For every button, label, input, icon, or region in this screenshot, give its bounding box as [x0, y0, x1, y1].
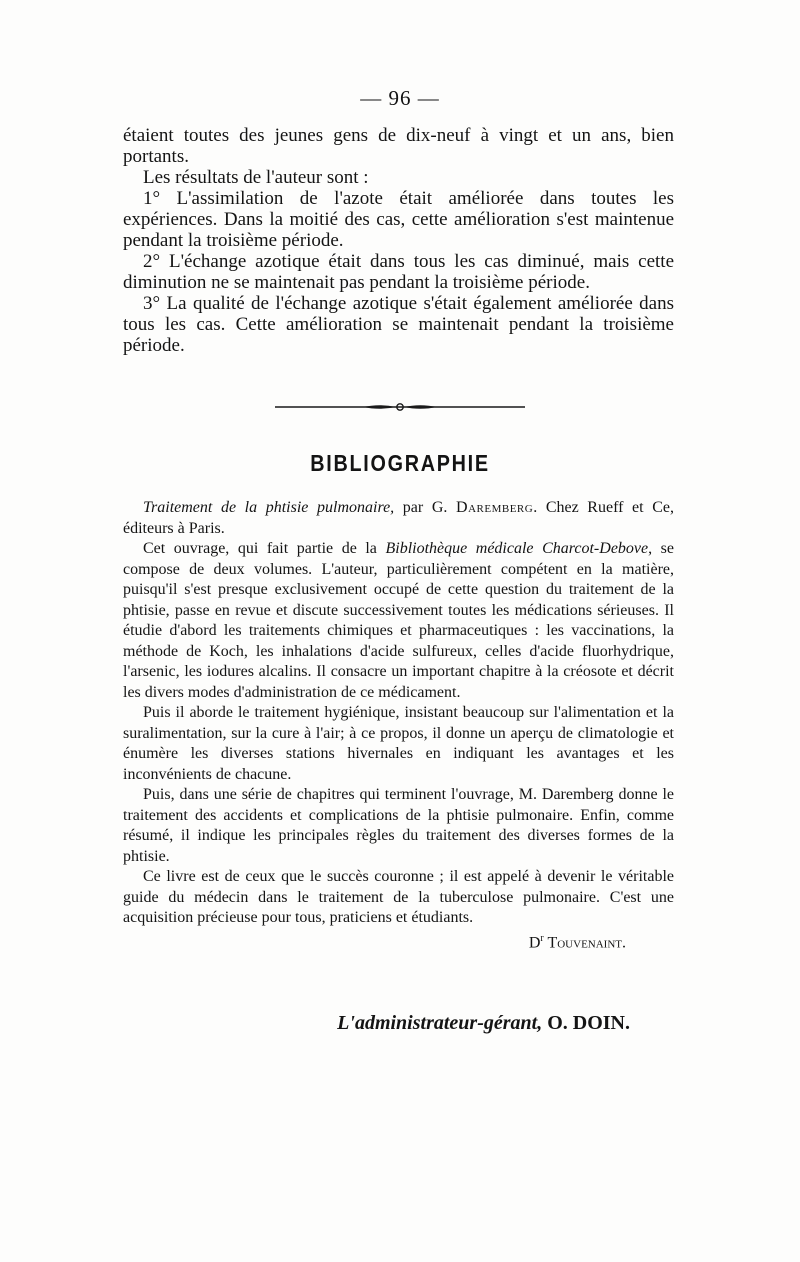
review-paragraph-1 [123, 539, 674, 703]
paragraph-result-1: 1° L'assimilation de l'azote était améliorée dans toutes les expériences. Dans la moitié des cas, cette amélioration s'est maintenue pendant la troisième période. [123, 188, 674, 251]
footer-role: L'administrateur-gérant, [337, 1012, 543, 1034]
section-heading: BIBLIOGRAPHIE [310, 450, 490, 476]
review-p1-rest: , se compose de deux volumes. L'auteur, particulièrement compétent en la matière, puisqu'il s'est presque exclusivement occupé de cette question du traitement de la phtisie, passe en revue et discute successivement toutes les médications sérieuses. Il étudie d'abord les traitements chimiques et pharmaceutiques : les vaccinations, la méthode de Koch, les inhalations d'acide sulfureux, celles d'acide fluorhydrique, l'arsenic, les iodures alcalins. Il consacre un important chapitre à la créosote et décrit les divers modes d'administration de ce médicament. [123, 540, 675, 701]
review-paragraph-4: Ce livre est de ceux que le succès couronne ; il est appelé à devenir le véritable guide du médecin dans le traitement de la tuberculose pulmonaire. C'est une acquisition précieuse pour tous, praticiens et étudiants. [123, 868, 674, 926]
footer-name: O. DOIN. [542, 1012, 630, 1034]
review-p1-start: Cet ouvrage, qui fait partie de la [143, 540, 386, 557]
signature-name: Touvenaint. [543, 933, 626, 951]
paragraph-continuation: étaient toutes des jeunes gens de dix-neuf à vingt et un ans, bien portants. [123, 125, 674, 167]
results-text [123, 125, 674, 356]
signature-superscript: r [540, 932, 544, 944]
review-paragraph-2: Puis il aborde le traitement hygiénique, insistant beaucoup sur l'alimentation et la suralimentation, sur la cure à l'air; à ce propos, il donne un aperçu de climatologie et énumère les diverses stations hivernales en indiquant les avantages et les inconvénients de chacune. [123, 704, 674, 783]
paragraph-result-2: 2° L'échange azotique était dans tous les cas diminué, mais cette diminution ne se maintenait pas pendant la troisième période. [123, 251, 674, 293]
paragraph-results-intro: Les résultats de l'auteur sont : [143, 167, 369, 188]
citation-by: par G. [394, 499, 457, 516]
ornamental-divider [275, 402, 525, 412]
review-signature [123, 929, 674, 954]
series-name: Bibliothèque médicale Charcot-Debove [385, 540, 649, 557]
publisher-footer [123, 1012, 630, 1035]
page-number: — 96 — [360, 86, 440, 110]
publisher: . Chez Rueff et Ce, éditeurs à Paris. [123, 499, 674, 537]
review-citation [123, 498, 674, 539]
book-author: Daremberg [456, 499, 534, 516]
book-title: Traitement de la phtisie pulmonaire, [143, 499, 395, 516]
signature-prefix: D [528, 933, 541, 951]
review-paragraph-3: Puis, dans une série de chapitres qui terminent l'ouvrage, M. Daremberg donne le traitement des accidents et complications de la phtisie pulmonaire. Enfin, comme résumé, il indique les principales règles du traitement des diverses formes de la phtisie. [123, 786, 674, 865]
book-review [123, 498, 674, 953]
paragraph-result-3: 3° La qualité de l'échange azotique s'était également améliorée dans tous les cas. Cette amélioration se maintenait pendant la troisième période. [123, 293, 674, 356]
